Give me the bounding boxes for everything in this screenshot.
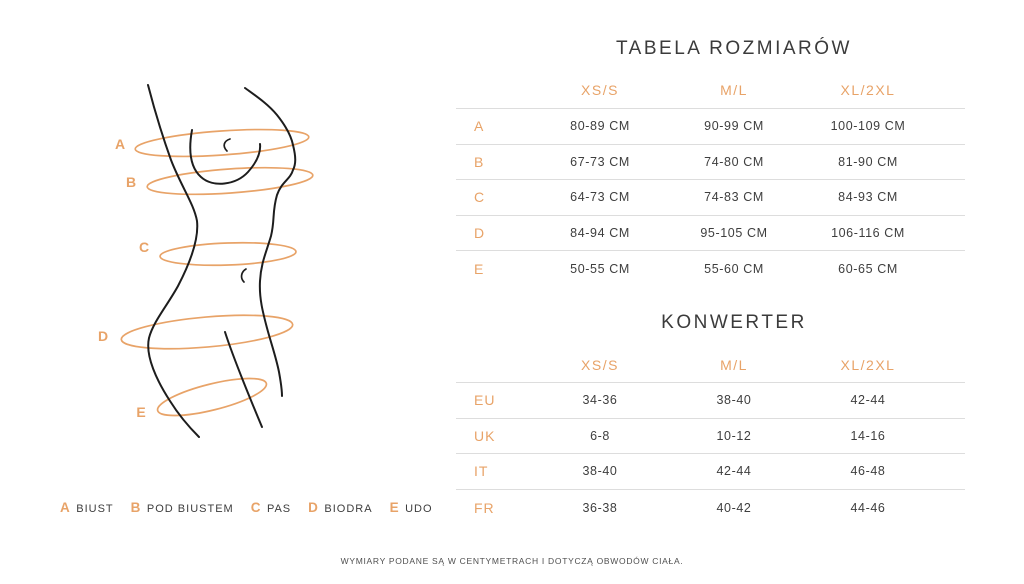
- table-cell: 81-90 CM: [838, 154, 898, 169]
- table-row: [456, 251, 965, 287]
- table-cell: 36-38: [582, 500, 618, 515]
- nipple-mark: [224, 139, 230, 151]
- column-header-xs-s: XS/S: [581, 356, 619, 373]
- table-cell: 50-55 CM: [570, 262, 630, 277]
- table-cell: 90-99 CM: [704, 119, 764, 134]
- legend-item-biodra: [308, 500, 372, 515]
- table-row: [456, 180, 965, 216]
- legend-item-udo: [390, 500, 433, 515]
- table-cell: 74-83 CM: [704, 190, 764, 205]
- legend-label: BIODRA: [324, 503, 373, 515]
- column-header-xs-s: XS/S: [581, 82, 619, 98]
- column-header-m-l: M/L: [720, 82, 748, 98]
- footer-note: WYMIARY PODANE SĄ W CENTYMETRACH I DOTYCZĄ OBWODÓW CIAŁA.: [340, 556, 684, 566]
- front-contour-line: [245, 88, 295, 396]
- table-cell: 40-42: [716, 500, 752, 515]
- table-cell: 38-40: [716, 393, 752, 408]
- column-header-xl-2xl: XL/2XL: [840, 356, 896, 373]
- row-label: IT: [474, 463, 489, 480]
- legend-label: BIUST: [76, 503, 114, 515]
- size-table-title: TABELA ROZMIARÓW: [615, 38, 852, 59]
- legend-letter: D: [308, 500, 319, 515]
- table-row: [456, 454, 965, 490]
- body-measurement-diagram: [90, 80, 325, 445]
- row-label: C: [474, 189, 486, 206]
- row-label: E: [474, 261, 485, 278]
- legend-letter: C: [250, 500, 261, 515]
- legend-letter: B: [130, 500, 141, 515]
- table-row: [456, 216, 965, 252]
- table-cell: 42-44: [850, 393, 886, 408]
- legend-label: UDO: [405, 503, 433, 515]
- measurement-legend: [60, 500, 433, 515]
- row-label: EU: [474, 392, 496, 409]
- size-table-header-row: [456, 72, 965, 109]
- table-cell: 60-65 CM: [838, 262, 898, 277]
- converter-table-title: KONWERTER: [661, 312, 807, 333]
- table-cell: 55-60 CM: [704, 262, 764, 277]
- row-label: UK: [474, 427, 496, 444]
- navel-mark: [242, 269, 246, 282]
- table-cell: 100-109 CM: [830, 119, 906, 134]
- legend-label: PAS: [266, 503, 292, 515]
- table-cell: 95-105 CM: [700, 226, 768, 241]
- table-cell: 6-8: [590, 428, 610, 443]
- table-cell: 38-40: [582, 464, 618, 479]
- diagram-letter-b: B: [125, 174, 137, 190]
- waist-ellipse: [160, 241, 297, 268]
- table-row: [456, 490, 965, 526]
- diagram-letter-d: D: [97, 328, 109, 344]
- table-cell: 67-73 CM: [570, 154, 630, 169]
- converter-table: [456, 347, 965, 525]
- legend-letter: E: [389, 500, 400, 515]
- table-cell: 42-44: [716, 464, 752, 479]
- underbust-ellipse: [146, 163, 313, 199]
- table-cell: 44-46: [850, 500, 886, 515]
- row-label: A: [474, 118, 485, 135]
- table-cell: 10-12: [716, 428, 752, 443]
- table-cell: 14-16: [850, 428, 886, 443]
- row-label: D: [474, 225, 486, 242]
- thigh-ellipse: [155, 371, 270, 423]
- legend-item-pas: [251, 500, 291, 515]
- table-row: [456, 383, 965, 419]
- table-cell: 84-94 CM: [570, 226, 630, 241]
- table-cell: 34-36: [582, 393, 618, 408]
- row-label: B: [474, 153, 485, 170]
- diagram-letter-a: A: [114, 136, 126, 152]
- table-cell: 84-93 CM: [838, 190, 898, 205]
- table-cell: 64-73 CM: [570, 190, 630, 205]
- table-cell: 46-48: [850, 464, 886, 479]
- legend-letter: A: [60, 500, 71, 515]
- table-cell: 106-116 CM: [831, 226, 905, 241]
- legend-item-biust: [60, 500, 114, 515]
- row-label: FR: [474, 499, 495, 516]
- table-row: [456, 109, 965, 145]
- column-header-xl-2xl: XL/2XL: [840, 82, 896, 98]
- legend-item-pod-biustem: [131, 500, 234, 515]
- converter-header-row: [456, 347, 965, 383]
- column-header-m-l: M/L: [720, 356, 748, 373]
- table-cell: 74-80 CM: [704, 154, 764, 169]
- diagram-letter-e: E: [136, 404, 146, 420]
- legend-label: POD BIUSTEM: [146, 503, 234, 515]
- diagram-letter-c: C: [138, 239, 150, 255]
- size-table: [456, 72, 965, 287]
- table-cell: 80-89 CM: [570, 119, 630, 134]
- table-row: [456, 145, 965, 181]
- table-row: [456, 419, 965, 455]
